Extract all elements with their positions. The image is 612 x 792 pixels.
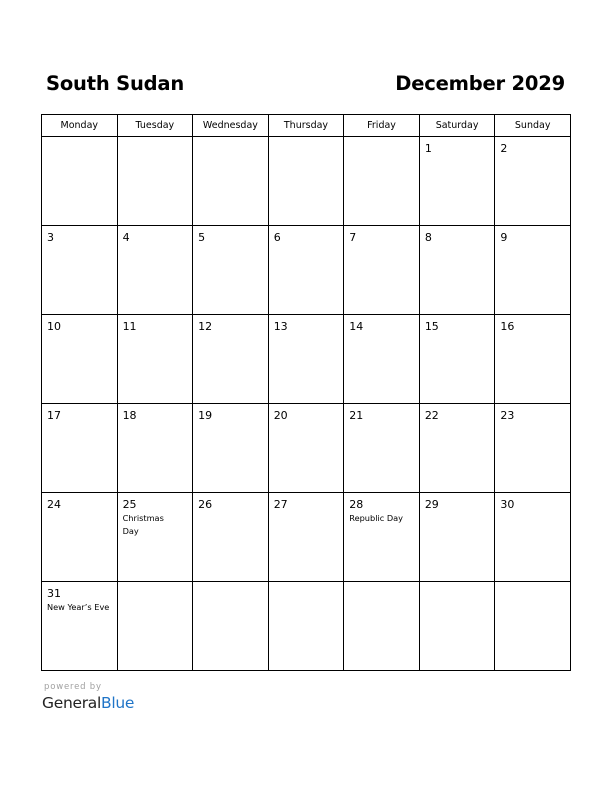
calendar-header (41, 70, 571, 100)
day-number: 30 (500, 498, 515, 511)
weekday-header: Friday (344, 115, 420, 137)
day-cell (495, 226, 571, 315)
day-number: 25 (122, 498, 137, 511)
day-cell (344, 404, 420, 493)
day-number: 19 (198, 409, 213, 422)
day-cell (117, 404, 193, 493)
month-year-title: December 2029 (395, 72, 565, 95)
day-number: 9 (500, 231, 508, 244)
day-cell (344, 582, 420, 671)
day-number: 3 (47, 231, 54, 244)
day-cell (193, 315, 269, 404)
day-number: 12 (198, 320, 213, 333)
day-cell (419, 226, 495, 315)
day-number: 29 (424, 498, 439, 511)
week-row (42, 404, 571, 493)
day-number: 6 (273, 231, 281, 244)
weekday-header: Sunday (495, 115, 571, 137)
day-cell (268, 493, 344, 582)
day-cell (193, 582, 269, 671)
weekday-header: Wednesday (193, 115, 269, 137)
day-cell (419, 582, 495, 671)
day-cell (42, 226, 118, 315)
day-number: 22 (424, 409, 439, 422)
day-number: 15 (424, 320, 439, 333)
day-cell (42, 493, 118, 582)
day-cell (419, 137, 495, 226)
day-cell (193, 493, 269, 582)
day-cell-holiday (42, 582, 118, 671)
day-cell (193, 137, 269, 226)
day-number: 16 (500, 320, 515, 333)
week-row (42, 137, 571, 226)
day-cell (117, 582, 193, 671)
day-cell (117, 315, 193, 404)
day-number: 10 (47, 320, 61, 333)
day-cell-holiday (344, 493, 420, 582)
day-cell (495, 404, 571, 493)
day-cell (42, 404, 118, 493)
day-cell (344, 137, 420, 226)
day-cell-holiday (117, 493, 193, 582)
day-number: 5 (198, 231, 206, 244)
day-cell (117, 226, 193, 315)
week-row (42, 493, 571, 582)
holiday-label: Republic Day (349, 513, 404, 523)
day-cell (419, 493, 495, 582)
week-row (42, 315, 571, 404)
day-number: 26 (198, 498, 213, 511)
holiday-label: New Year’s Eve (47, 602, 110, 612)
weekday-header: Saturday (419, 115, 495, 137)
day-cell (495, 315, 571, 404)
weekday-header: Monday (42, 115, 118, 137)
day-cell (344, 315, 420, 404)
day-cell (268, 582, 344, 671)
day-number: 17 (47, 409, 61, 422)
day-cell (495, 137, 571, 226)
day-number: 2 (500, 142, 508, 155)
powered-by-text: powered by (44, 682, 102, 692)
day-number: 11 (122, 320, 137, 333)
day-cell (419, 315, 495, 404)
country-title: South Sudan (46, 72, 185, 95)
day-cell (268, 137, 344, 226)
day-cell (495, 582, 571, 671)
weekday-header: Thursday (268, 115, 344, 137)
day-cell (268, 226, 344, 315)
day-number: 20 (273, 409, 288, 422)
day-number: 13 (273, 320, 288, 333)
day-number: 18 (122, 409, 137, 422)
day-cell (268, 404, 344, 493)
day-cell (495, 493, 571, 582)
day-cell (419, 404, 495, 493)
day-number: 23 (500, 409, 515, 422)
day-cell (193, 226, 269, 315)
day-number: 4 (122, 231, 130, 244)
calendar-grid (41, 114, 571, 671)
day-number: 24 (47, 498, 61, 511)
weekday-header-row (42, 115, 571, 137)
day-number: 28 (349, 498, 364, 511)
day-number: 31 (47, 587, 61, 600)
day-cell (117, 137, 193, 226)
day-cell (193, 404, 269, 493)
day-cell (42, 315, 118, 404)
day-number: 1 (424, 142, 432, 155)
day-number: 7 (349, 231, 357, 244)
week-row (42, 226, 571, 315)
day-cell (268, 315, 344, 404)
holiday-label: Christmas Day (122, 513, 164, 536)
day-number: 21 (349, 409, 364, 422)
week-row (42, 582, 571, 671)
day-cell (42, 137, 118, 226)
generalblue-logo[interactable] (42, 693, 134, 713)
day-number: 27 (273, 498, 288, 511)
weekday-header: Tuesday (117, 115, 193, 137)
day-cell (344, 226, 420, 315)
brand-blue-text: Blue (100, 694, 135, 712)
day-number: 8 (424, 231, 432, 244)
day-number: 14 (349, 320, 364, 333)
brand-general-text: General (42, 694, 101, 712)
